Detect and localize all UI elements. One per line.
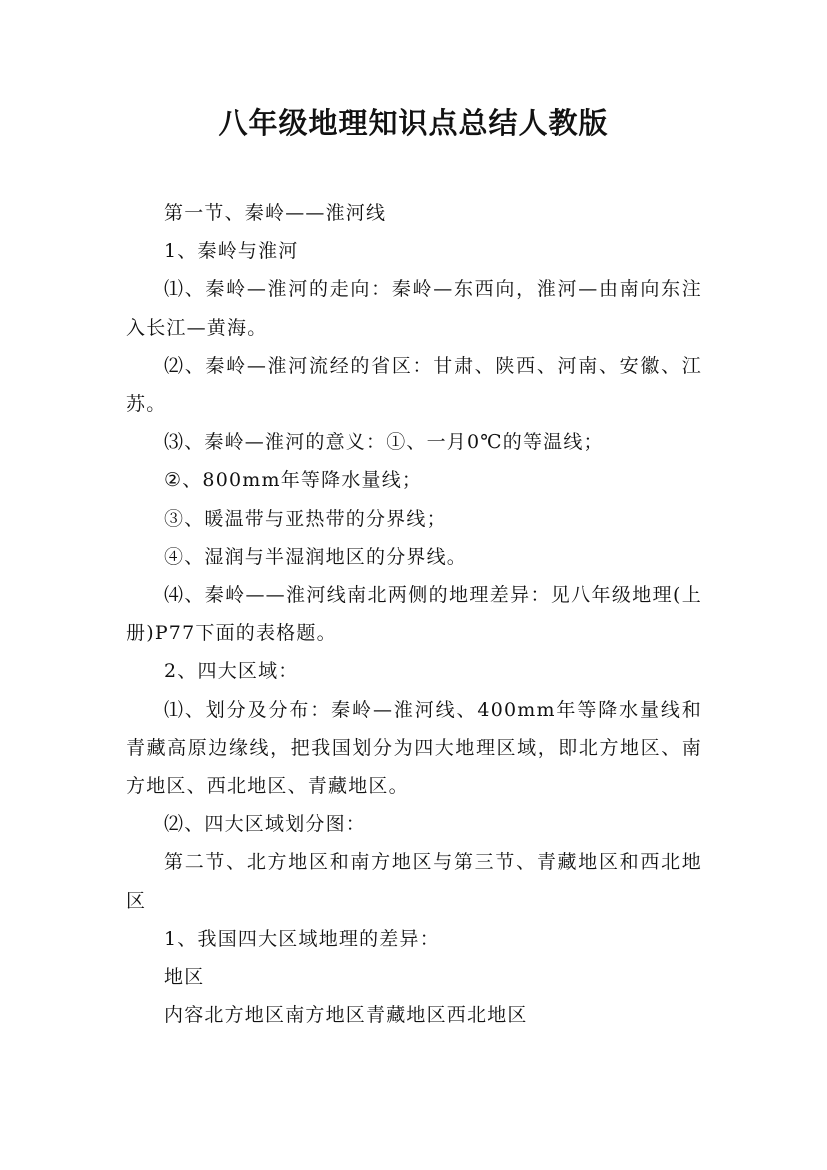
subsection-heading: 2、四大区域： [164,660,299,683]
list-item: ③、暖温带与亚热带的分界线； [164,507,447,530]
paragraph: ⑵、四大区域划分图： [164,813,367,836]
section-heading: 第二节、北方地区和南方地区与第三节、青藏地区和西北地区 [126,851,702,912]
table-label: 地区 [164,966,205,989]
list-item: ②、800mm年等降水量线； [164,469,423,492]
subsection-heading: 1、我国四大区域地理的差异： [164,927,440,950]
document-title: 八年级地理知识点总结人教版 [218,106,609,140]
paragraph: ⑷、秦岭——淮河线南北两侧的地理差异：见八年级地理(上册)P77下面的表格题。 [126,584,702,645]
document-body [126,194,702,1034]
list-item: ④、湿润与半湿润地区的分界线。 [164,545,468,568]
paragraph: ⑴、划分及分布：秦岭—淮河线、400mm年等降水量线和青藏高原边缘线，把我国划分为四大地理区域，即北方地区、南方地区、西北地区、青藏地区。 [126,698,702,798]
paragraph: ⑴、秦岭—淮河的走向：秦岭—东西向，淮河—由南向东注入长江—黄海。 [126,278,702,339]
section-heading: 第一节、秦岭——淮河线 [164,202,387,224]
paragraph: ⑵、秦岭—淮河流经的省区：甘肃、陕西、河南、安徽、江苏。 [126,354,702,416]
table-label: 内容北方地区南方地区青藏地区西北地区 [164,1004,528,1027]
paragraph: ⑶、秦岭—淮河的意义：①、一月0℃的等温线； [164,431,604,454]
subsection-heading: 1、秦岭与淮河 [164,240,299,263]
